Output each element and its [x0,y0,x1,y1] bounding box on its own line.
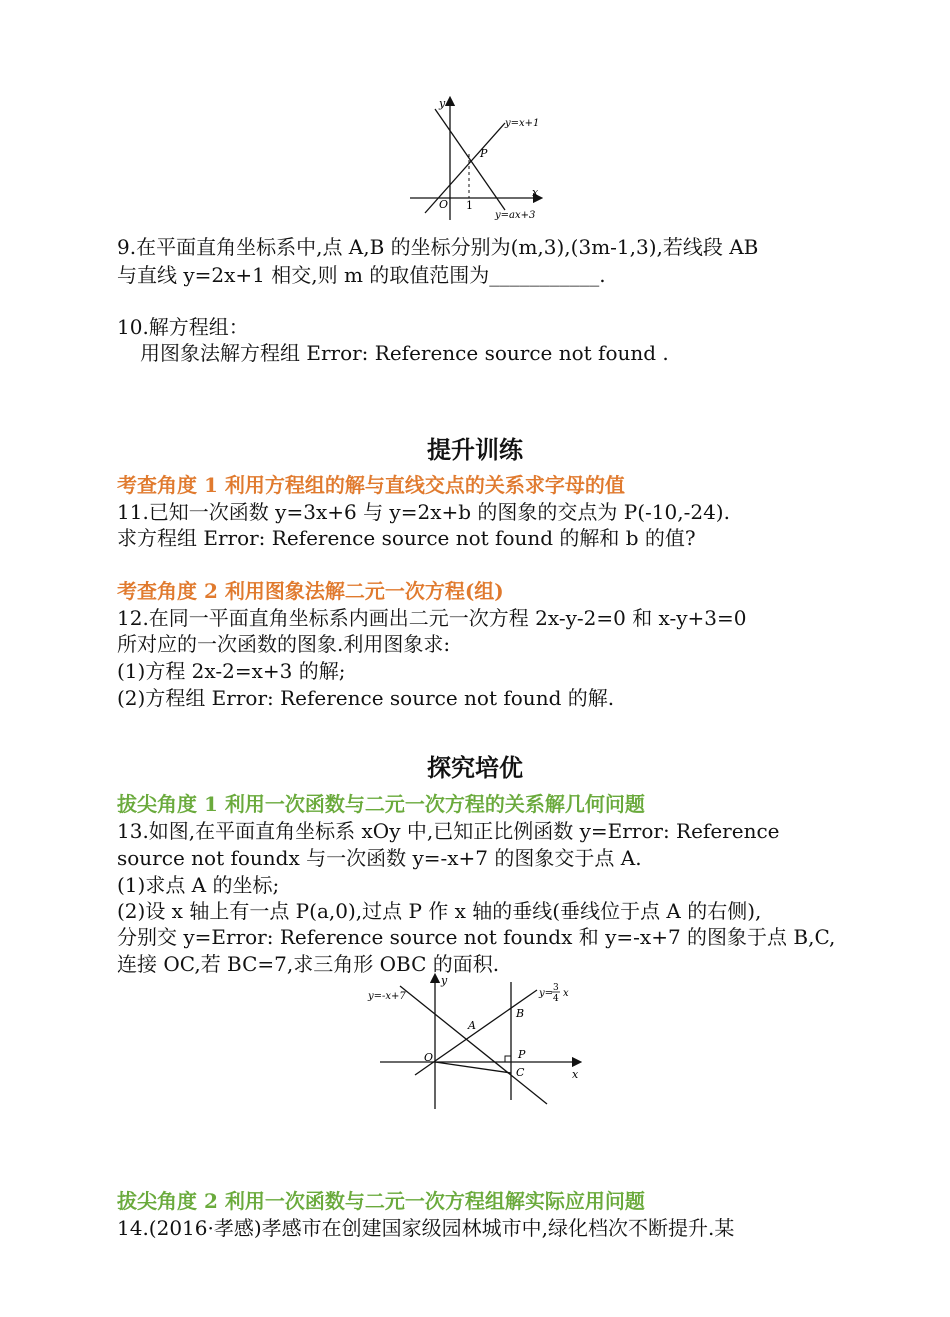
y-axis-label: y [439,97,446,110]
q14-line1: 14.(2016·孝感)孝感市在创建国家级园林城市中,绿化档次不断提升.某 [117,1216,735,1240]
segment-oc [435,1062,511,1073]
right-angle-mark [505,1056,511,1062]
line-pos-suffix: x [563,988,569,999]
origin-label: O [424,1051,434,1064]
line-pos-label [538,983,569,1004]
angle-heading-2: 考查角度 2 利用图象法解二元一次方程(组) [117,579,504,603]
point-a-label: A [468,1019,476,1032]
point-c-label: C [516,1066,525,1079]
q13-line4: (2)设 x 轴上有一点 P(a,0),过点 P 作 x 轴的垂线(垂线位于点 A 的右侧), [117,899,762,923]
line-neg-x-plus-7 [400,986,547,1104]
x-axis-label: x [532,186,539,199]
line-y-ax-plus-3 [435,109,505,210]
q13-line1: 13.如图,在平面直角坐标系 xOy 中,已知正比例函数 y=Error: Reference [117,819,780,843]
point-p-label: P [518,1048,526,1061]
figure-2-graph [365,972,590,1112]
q12-line3: (1)方程 2x-2=x+3 的解; [117,659,346,683]
q12-line1: 12.在同一平面直角坐标系内画出二元一次方程 2x-y-2=0 和 x-y+3=0 [117,606,747,630]
origin-label: O [439,198,449,211]
line-pos-frac-num: 3 [553,983,559,993]
angle-heading-3: 拔尖角度 1 利用一次函数与二元一次方程的关系解几何问题 [117,792,645,816]
q9-line2: 与直线 y=2x+1 相交,则 m 的取值范围为___________. [117,263,606,287]
section-title-tanjiu: 探究培优 [427,753,523,782]
angle-heading-4: 拔尖角度 2 利用一次函数与二元一次方程组解实际应用问题 [117,1189,645,1213]
line-y-x-plus-1 [425,123,505,213]
q10-line1: 10.解方程组： [117,315,249,339]
q9-line1: 9.在平面直角坐标系中,点 A,B 的坐标分别为(m,3),(3m-1,3),若线段 AB [117,235,759,259]
q12-line4: (2)方程组 Error: Reference source not found 的解. [117,686,615,710]
line2-label: y=ax+3 [495,210,536,221]
q13-line6: 连接 OC,若 BC=7,求三角形 OBC 的面积. [117,952,500,976]
q13-line3: (1)求点 A 的坐标; [117,873,280,897]
q13-line2: source not foundx 与一次函数 y=-x+7 的图象交于点 A. [117,846,642,870]
line-pos-frac-den: 4 [553,994,559,1004]
point-b-label: B [516,1007,525,1020]
line-neg-label: y=-x+7 [368,991,406,1002]
angle-heading-1: 考查角度 1 利用方程组的解与直线交点的关系求字母的值 [117,473,625,497]
section-title-tisheng: 提升训练 [427,435,523,464]
q12-line2: 所对应的一次函数的图象.利用图象求: [117,632,451,656]
y-axis-label: y [441,974,448,987]
q11-line2: 求方程组 Error: Reference source not found 的解和 b 的值? [117,526,696,550]
q10-line2: 用图象法解方程组 Error: Reference source not found . [140,341,669,365]
q13-line5: 分别交 y=Error: Reference source not foundx 和 y=-x+7 的图象于点 B,C, [117,925,836,949]
line1-label: y=x+1 [505,118,540,129]
q11-line1: 11.已知一次函数 y=3x+6 与 y=2x+b 的图象的交点为 P(-10,-24). [117,500,730,524]
tick-label: 1 [466,199,473,212]
point-p-label: P [480,147,488,160]
figure-1-graph [405,95,555,225]
x-axis-label: x [572,1068,579,1081]
line-pos-prefix: y= [539,988,554,999]
